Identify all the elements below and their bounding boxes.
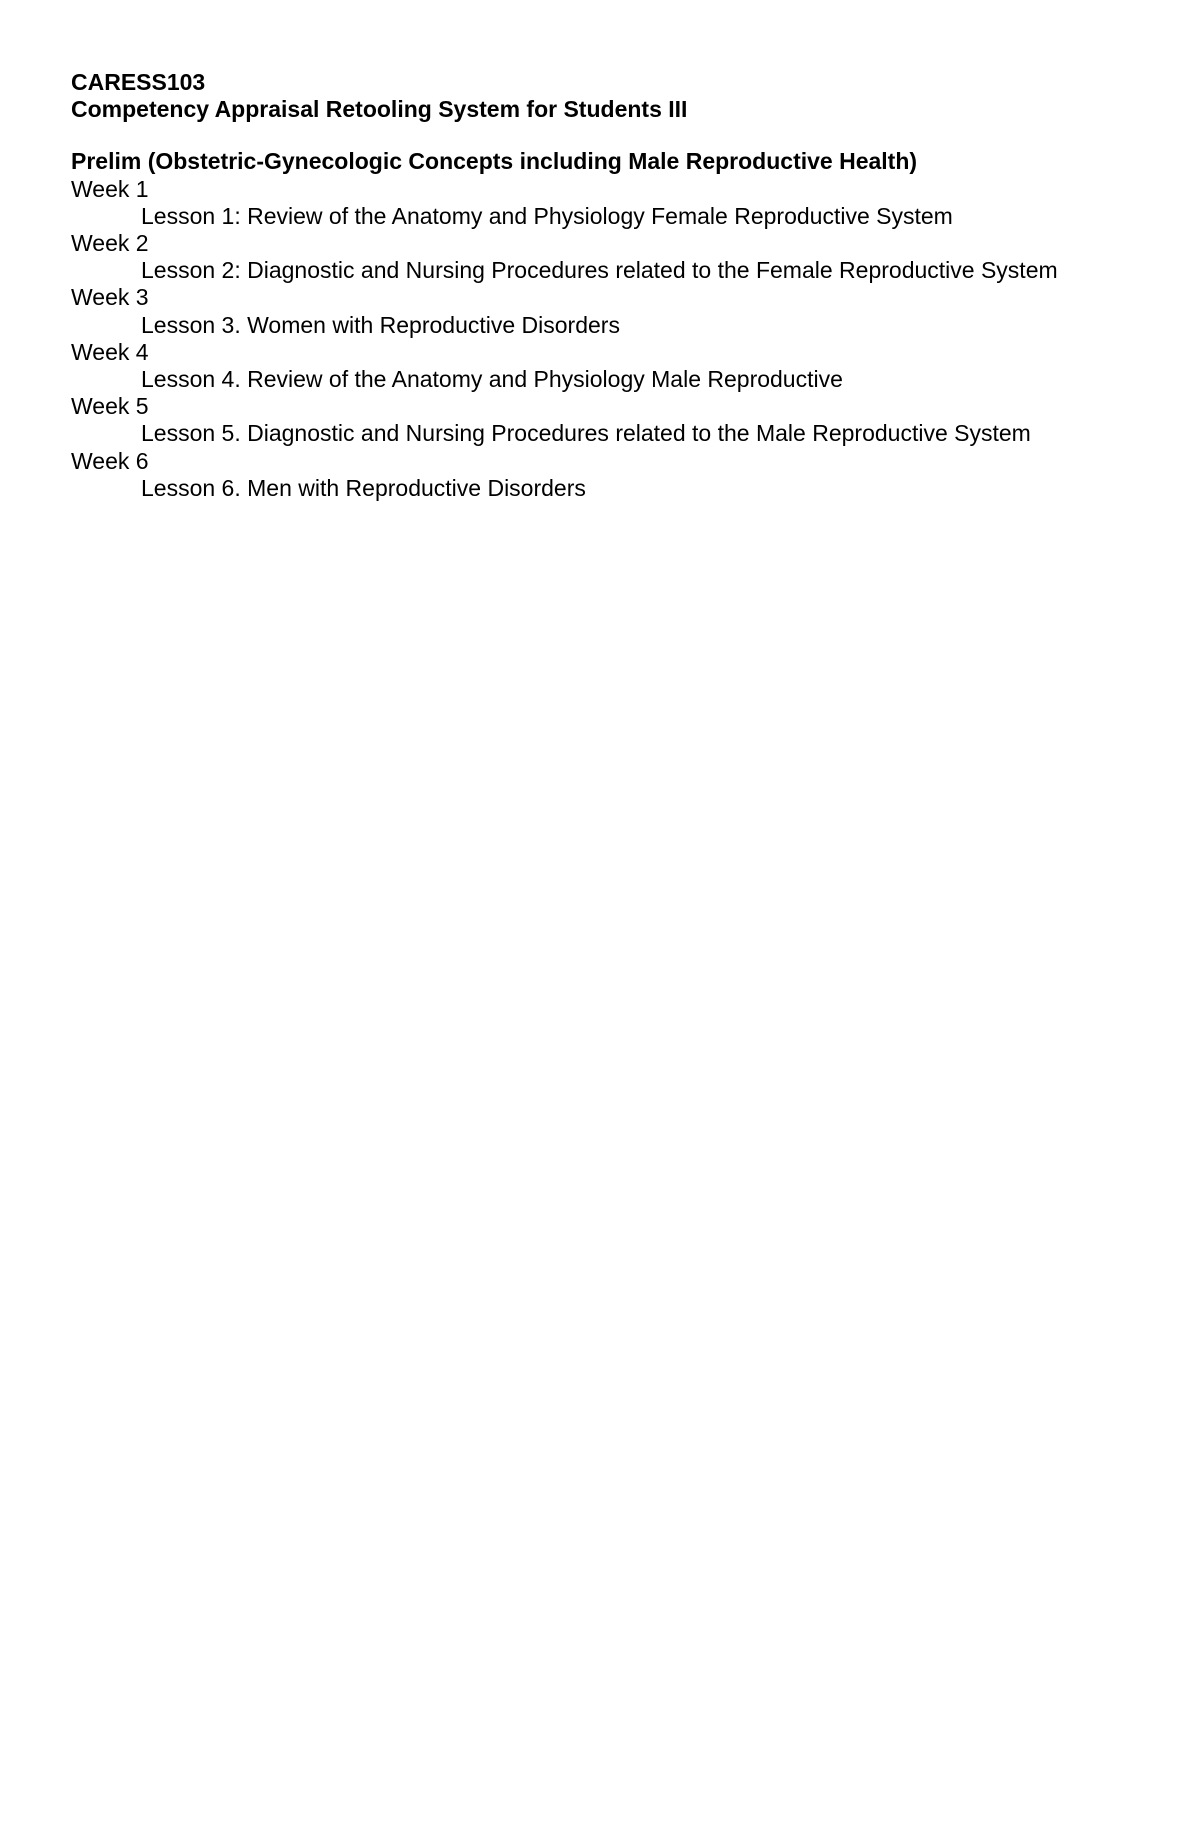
week-label: Week 6 <box>71 447 149 474</box>
lesson-item: Lesson 6. Men with Reproductive Disorders <box>141 474 586 501</box>
week-label: Week 3 <box>71 284 149 311</box>
week-label: Week 1 <box>71 175 149 202</box>
spacer <box>71 123 1160 148</box>
document-page <box>71 69 1160 502</box>
week-label: Week 5 <box>71 393 149 420</box>
lesson-item: Lesson 2: Diagnostic and Nursing Procedures related to the Female Reproductive System <box>141 257 1058 284</box>
lesson-item: Lesson 3. Women with Reproductive Disorders <box>141 311 620 338</box>
lesson-item: Lesson 5. Diagnostic and Nursing Procedures related to the Male Reproductive System <box>141 420 1031 447</box>
lesson-item: Lesson 4. Review of the Anatomy and Physiology Male Reproductive <box>141 366 843 393</box>
week-label: Week 4 <box>71 338 149 365</box>
course-code: CARESS103 <box>71 69 206 95</box>
course-title: Competency Appraisal Retooling System for Students III <box>71 96 688 123</box>
section-title: Prelim (Obstetric-Gynecologic Concepts including Male Reproductive Health) <box>71 148 918 175</box>
lesson-item: Lesson 1: Review of the Anatomy and Physiology Female Reproductive System <box>141 202 953 229</box>
week-label: Week 2 <box>71 230 149 257</box>
